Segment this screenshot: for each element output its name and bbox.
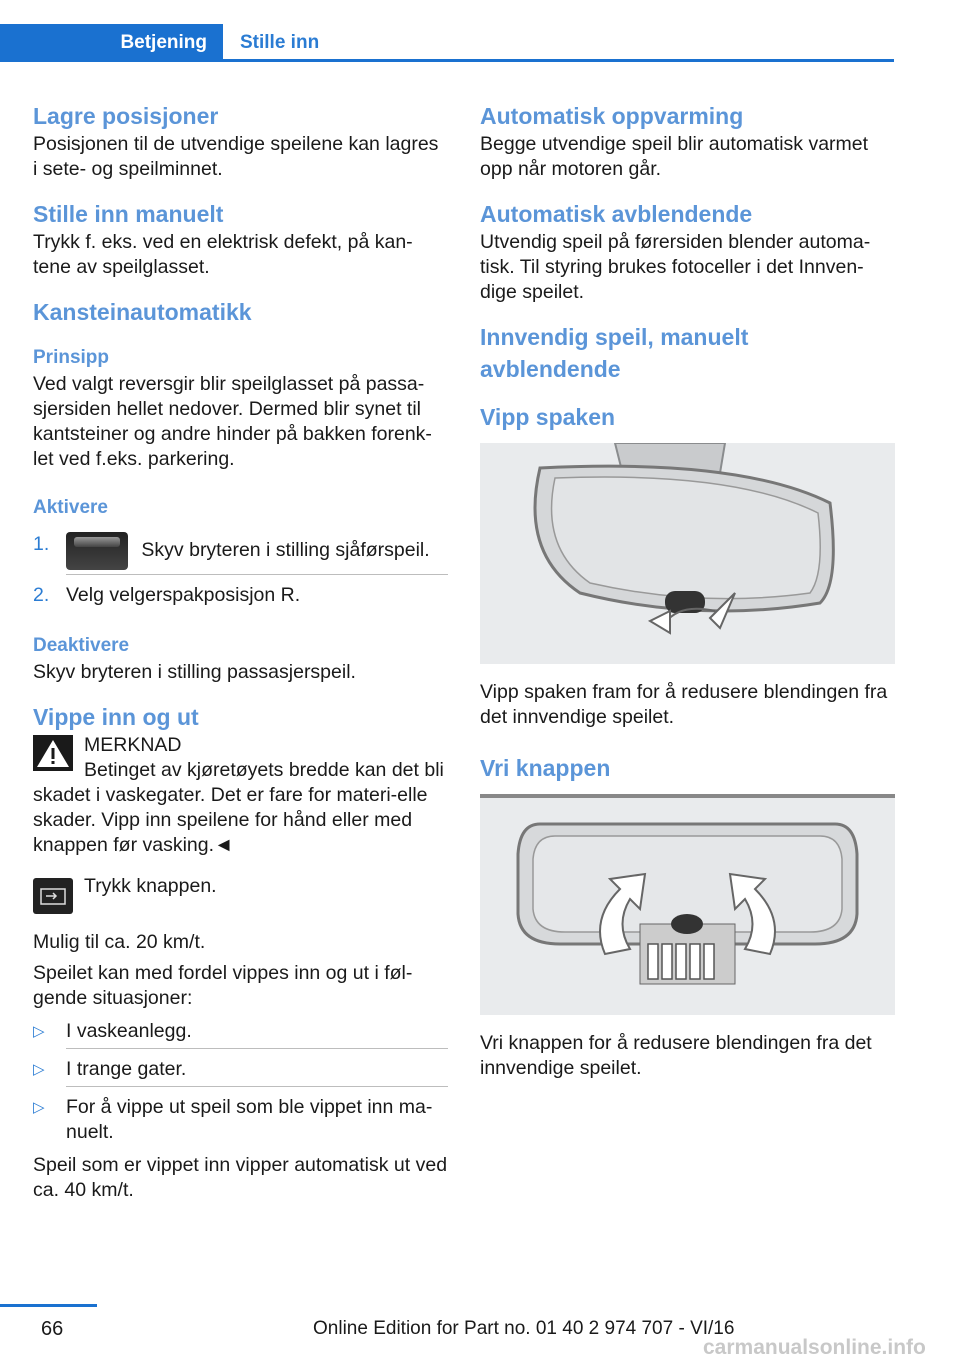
mirror-knob-illustration bbox=[480, 794, 895, 1015]
heading-aktivere: Aktivere bbox=[33, 497, 108, 518]
heading-kansteinautomatikk: Kansteinautomatikk bbox=[33, 299, 252, 325]
header-tabs bbox=[0, 24, 894, 62]
warning-label: MERKNAD bbox=[84, 734, 182, 756]
step-text: Skyv bryteren i stilling sjåførspeil. bbox=[141, 539, 430, 562]
list-item bbox=[33, 1095, 448, 1145]
text-oppvarming: Begge utvendige speil blir automatisk varmet opp når motoren går. bbox=[480, 133, 869, 180]
page-number: 66 bbox=[41, 1318, 64, 1340]
warning-icon bbox=[33, 735, 73, 771]
header-rule bbox=[223, 59, 894, 62]
divider bbox=[66, 574, 448, 575]
triangle-bullet-icon: ▷ bbox=[33, 1023, 45, 1040]
heading-vri-knappen: Vri knappen bbox=[480, 755, 611, 781]
right-column bbox=[480, 100, 895, 1081]
text-speil-auto: Speil som er vippet inn vipper automatisk ut ved ca. 40 km/t. bbox=[33, 1154, 448, 1201]
step-number: 2. bbox=[33, 584, 50, 606]
bullet-text: For å vippe ut speil som ble vippet inn ma-nuelt. bbox=[66, 1096, 433, 1143]
warning-text: Betinget av kjøretøyets bredde kan det bli skadet i vaskegater. Det er fare for materi-elle skader. Vipp inn speilene for hånd eller med knappen før vasking.◄ bbox=[33, 759, 444, 856]
heading-vipp-spaken: Vipp spaken bbox=[480, 404, 616, 430]
list-item bbox=[33, 532, 448, 570]
text-mulig: Mulig til ca. 20 km/t. bbox=[33, 931, 206, 953]
tab-stille-inn[interactable]: Stille inn bbox=[240, 32, 320, 53]
divider bbox=[66, 1048, 448, 1049]
footer-edition: Online Edition for Part no. 01 40 2 974 707 - VI/16 bbox=[313, 1318, 735, 1339]
text-stille-inn-manuelt: Trykk f. eks. ved en elektrisk defekt, på kan-tene av speilglasset. bbox=[33, 231, 413, 278]
heading-innvendig-speil: Innvendig speil, manuelt avblendende bbox=[480, 324, 749, 382]
trykk-text: Trykk knappen. bbox=[84, 875, 217, 897]
tab-betjening[interactable]: Betjening bbox=[0, 24, 223, 62]
heading-automatisk-oppvarming: Automatisk oppvarming bbox=[480, 103, 744, 129]
divider bbox=[66, 1086, 448, 1087]
text-avblendende: Utvendig speil på førersiden blender automa-tisk. Til styring brukes fotoceller i det Innven-dige speilet. bbox=[480, 231, 871, 303]
text-prinsipp: Ved valgt reversgir blir speilglasset på passa-sjersiden hellet nedover. Dermed blir synet til kantsteiner og andre hinder på bakken forenk-let ved f.eks. parkering. bbox=[33, 373, 432, 470]
triangle-bullet-icon: ▷ bbox=[33, 1061, 45, 1078]
text-vri: Vri knappen for å redusere blendingen fra det innvendige speilet. bbox=[480, 1032, 872, 1079]
heading-deaktivere: Deaktivere bbox=[33, 635, 130, 656]
mirror-switch-icon bbox=[66, 532, 128, 570]
mirror-lever-image bbox=[480, 443, 895, 664]
mirror-knob-image bbox=[480, 794, 895, 1015]
text-speilet: Speilet kan med fordel vippes inn og ut i føl-gende situasjoner: bbox=[33, 962, 413, 1009]
heading-prinsipp: Prinsipp bbox=[33, 347, 110, 368]
warning-block bbox=[33, 733, 448, 758]
fold-mirror-button-icon bbox=[33, 878, 73, 914]
mirror-fold-icon bbox=[38, 884, 68, 908]
aktivere-steps bbox=[33, 532, 448, 608]
list-item bbox=[33, 1019, 448, 1044]
text-vipp: Vipp spaken fram for å redusere blendingen fra det innvendige speilet. bbox=[480, 681, 888, 728]
heading-stille-inn-manuelt: Stille inn manuelt bbox=[33, 201, 224, 227]
list-item bbox=[33, 583, 448, 608]
heading-vippe-inn-og-ut: Vippe inn og ut bbox=[33, 704, 199, 730]
watermark: carmanualsonline.info bbox=[703, 1336, 926, 1359]
step-text: Velg velgerspakposisjon R. bbox=[66, 584, 301, 606]
bullet-text: I vaskeanlegg. bbox=[66, 1020, 192, 1042]
situations-list bbox=[33, 1019, 448, 1145]
left-column bbox=[33, 100, 448, 1203]
list-item bbox=[33, 1057, 448, 1082]
bullet-text: I trange gater. bbox=[66, 1058, 187, 1080]
heading-automatisk-avblendende: Automatisk avblendende bbox=[480, 201, 753, 227]
button-instruction bbox=[33, 874, 448, 914]
text-lagre-posisjoner: Posisjonen til de utvendige speilene kan lagres i sete- og speilminnet. bbox=[33, 133, 439, 180]
mirror-lever-illustration bbox=[480, 443, 895, 664]
footer-rule bbox=[0, 1304, 97, 1307]
triangle-bullet-icon: ▷ bbox=[33, 1099, 45, 1116]
text-deaktivere: Skyv bryteren i stilling passasjerspeil. bbox=[33, 661, 356, 683]
heading-lagre-posisjoner: Lagre posisjoner bbox=[33, 103, 219, 129]
step-number: 1. bbox=[33, 533, 50, 555]
